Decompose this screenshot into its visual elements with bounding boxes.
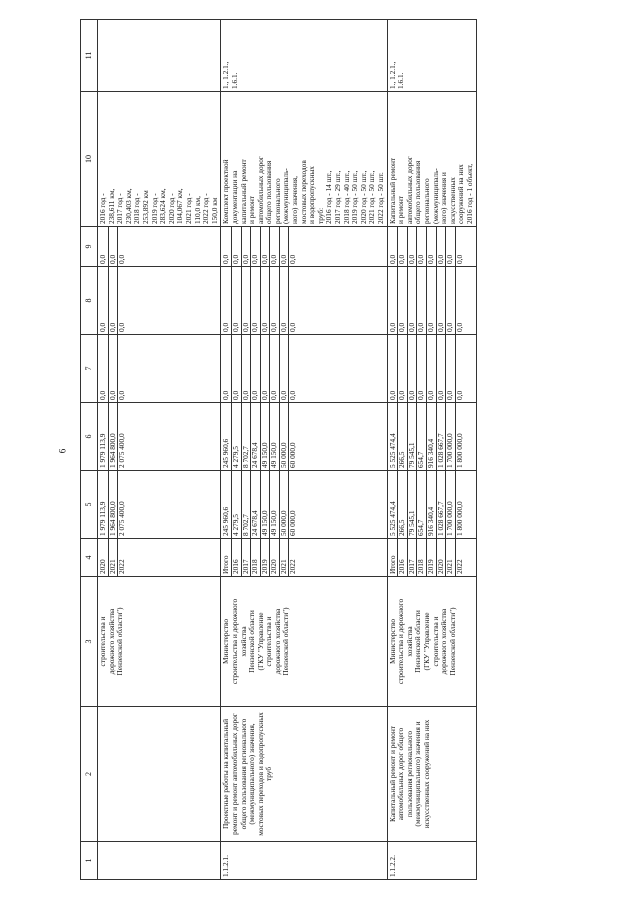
extra-budget-cell — [221, 227, 387, 267]
page-number: 6 — [57, 448, 68, 454]
local-budget-cell-value: 0,0 — [280, 267, 290, 334]
local-budget-cell-value: 0,0 — [446, 267, 456, 334]
total-funding-cell-value: 24 678,4 — [251, 471, 261, 538]
row-number-cell: 1.1.2.1. — [221, 842, 387, 880]
regional-budget-cell-value: 1 964 800,0 — [109, 403, 119, 470]
year-cell — [98, 539, 221, 577]
local-budget-cell-value: 0,0 — [288, 322, 298, 332]
federal-budget-cell-value: 0,0 — [222, 335, 232, 402]
local-budget-cell-value: 0,0 — [109, 267, 119, 334]
measure-name-cell: Проектные работы на капитальный ремонт и ремонт автомобильных дорог общего пользования регионального (межмуниципального) значения, мостовых переходов и водопропускных труб — [221, 707, 387, 842]
col-header: 3 — [81, 577, 98, 707]
extra-budget-cell-value: 0,0 — [427, 227, 437, 266]
total-funding-cell-value: 654,7 — [417, 471, 427, 538]
federal-budget-cell-value: 0,0 — [454, 390, 464, 400]
local-budget-cell-value: 0,0 — [437, 267, 447, 334]
regional-budget-cell-value: 1 028 667,7 — [437, 403, 447, 470]
total-funding-cell-value: 5 525 474,4 — [389, 471, 399, 538]
year-cell-value: 2020 — [270, 539, 280, 576]
regional-budget-cell-value: 24 678,4 — [251, 403, 261, 470]
measure-name-cell — [98, 707, 221, 842]
total-funding-cell — [221, 471, 387, 539]
local-budget-cell-value: 0,0 — [398, 267, 408, 334]
row-number-cell — [98, 842, 221, 880]
col-header: 11 — [81, 20, 98, 92]
regional-budget-cell — [221, 403, 387, 471]
regional-budget-cell-value: 916 340,4 — [427, 403, 437, 470]
federal-budget-cell-value: 0,0 — [99, 335, 109, 402]
year-cell-value: 2021 — [109, 539, 119, 576]
total-funding-cell-value: 1 800 000,0 — [454, 501, 464, 536]
year-cell-value: 2017 — [408, 539, 418, 576]
target-link-cell: 1., 1.2.1., 1.6.1. — [387, 20, 476, 92]
year-cell-value: 2017 — [242, 539, 252, 576]
federal-budget-cell-value: 0,0 — [261, 335, 271, 402]
year-cell-value: 2019 — [427, 539, 437, 576]
column-number-row — [81, 20, 98, 880]
extra-budget-cell-value: 0,0 — [251, 227, 261, 266]
local-budget-cell — [221, 267, 387, 335]
year-cell-value: 2018 — [251, 539, 261, 576]
local-budget-cell-value: 0,0 — [261, 267, 271, 334]
target-link-cell: 1., 1.2.1., 1.6.1. — [221, 20, 387, 92]
extra-budget-cell — [98, 227, 221, 267]
executor-cell: строительства и дорожного хозяйства Пензенской области") — [98, 577, 221, 707]
local-budget-cell-value: 0,0 — [408, 267, 418, 334]
target-link-cell — [98, 20, 221, 92]
extra-budget-cell-value: 0,0 — [389, 227, 399, 266]
local-budget-cell — [98, 267, 221, 335]
federal-budget-cell-value: 0,0 — [242, 335, 252, 402]
col-header: 8 — [81, 267, 98, 335]
extra-budget-cell-value: 0,0 — [288, 254, 298, 264]
rotated-table-container — [80, 20, 600, 880]
year-cell-value: 2020 — [99, 539, 109, 576]
local-budget-cell-value: 0,0 — [417, 267, 427, 334]
extra-budget-cell-value: 0,0 — [117, 254, 127, 264]
regional-budget-cell-value: 49 150,0 — [261, 403, 271, 470]
federal-budget-cell-value: 0,0 — [117, 390, 127, 400]
regional-budget-cell-value: 1 979 113,9 — [99, 403, 109, 470]
total-funding-cell-value: 8 702,7 — [242, 471, 252, 538]
year-cell-value: 2022 — [288, 559, 298, 574]
total-funding-cell — [98, 471, 221, 539]
total-funding-cell-value: 49 150,0 — [261, 471, 271, 538]
total-funding-cell-value: 1 964 800,0 — [109, 471, 119, 538]
local-budget-cell-value: 0,0 — [117, 322, 127, 332]
federal-budget-cell-value: 0,0 — [408, 335, 418, 402]
regional-budget-cell-value: 8 702,7 — [242, 403, 252, 470]
extra-budget-cell-value: 0,0 — [280, 227, 290, 266]
extra-budget-cell-value: 0,0 — [454, 254, 464, 264]
regional-budget-cell-value: 266,5 — [398, 403, 408, 470]
extra-budget-cell-value: 0,0 — [446, 227, 456, 266]
federal-budget-cell-value: 0,0 — [446, 335, 456, 402]
regional-budget-cell-value: 1 700 000,0 — [446, 403, 456, 470]
local-budget-cell-value: 0,0 — [99, 267, 109, 334]
extra-budget-cell-value: 0,0 — [270, 227, 280, 266]
year-cell-value: 2022 — [454, 559, 464, 574]
total-funding-cell-value: 266,5 — [398, 471, 408, 538]
federal-budget-cell-value: 0,0 — [232, 335, 242, 402]
total-funding-cell-value: 1 028 667,7 — [437, 471, 447, 538]
year-cell — [387, 539, 476, 577]
year-cell-value: 2021 — [446, 539, 456, 576]
total-funding-cell — [387, 471, 476, 539]
regional-budget-cell-value: 4 279,5 — [232, 403, 242, 470]
federal-budget-cell-value: 0,0 — [437, 335, 447, 402]
extra-budget-cell-value: 0,0 — [408, 227, 418, 266]
col-header: 10 — [81, 92, 98, 227]
federal-budget-cell — [221, 335, 387, 403]
col-header: 4 — [81, 539, 98, 577]
federal-budget-cell-value: 0,0 — [280, 335, 290, 402]
local-budget-cell — [387, 267, 476, 335]
regional-budget-cell — [387, 403, 476, 471]
total-funding-cell-value: 1 979 113,9 — [99, 471, 109, 538]
indicator-cell: Капитальный ремонт и ремонт автомобильных дорог общего пользования регионального (межмуниципаль- ного) значения и искусственных сооружений на них 2016 год - 1 объект, — [387, 92, 476, 227]
local-budget-cell-value: 0,0 — [242, 267, 252, 334]
table-row — [387, 20, 476, 880]
regional-budget-cell-value: 60 000,0 — [288, 442, 298, 468]
year-cell — [221, 539, 387, 577]
program-table — [80, 19, 477, 880]
local-budget-cell-value: 0,0 — [427, 267, 437, 334]
indicator-cell: 2016 год - 238,611 км, 2017 год - 230,403 км, 2018 год - 253,892 км 2019 год - 283,624 км, 2020 год - 104,067 км, 2021 год - 110,0 км, 2022 год - 150,0 км — [98, 92, 221, 227]
total-funding-cell-value: 4 279,5 — [232, 471, 242, 538]
total-funding-cell-value: 50 000,0 — [280, 471, 290, 538]
year-cell-value: Итого — [222, 539, 232, 576]
extra-budget-cell — [387, 227, 476, 267]
year-cell-value: 2021 — [280, 539, 290, 576]
total-funding-cell-value: 79 545,1 — [408, 471, 418, 538]
col-header: 2 — [81, 707, 98, 842]
extra-budget-cell-value: 0,0 — [417, 227, 427, 266]
total-funding-cell-value: 1 700 000,0 — [446, 471, 456, 538]
local-budget-cell-value: 0,0 — [454, 322, 464, 332]
federal-budget-cell — [387, 335, 476, 403]
federal-budget-cell — [98, 335, 221, 403]
col-header: 1 — [81, 842, 98, 880]
regional-budget-cell-value: 5 525 474,4 — [389, 403, 399, 470]
extra-budget-cell-value: 0,0 — [261, 227, 271, 266]
regional-budget-cell-value: 2 075 400,0 — [117, 433, 127, 468]
continuation-row — [98, 20, 221, 880]
year-cell-value: 2018 — [417, 539, 427, 576]
total-funding-cell-value: 60 000,0 — [288, 510, 298, 536]
extra-budget-cell-value: 0,0 — [242, 227, 252, 266]
local-budget-cell-value: 0,0 — [232, 267, 242, 334]
federal-budget-cell-value: 0,0 — [417, 335, 427, 402]
col-header: 9 — [81, 227, 98, 267]
regional-budget-cell-value: 79 545,1 — [408, 403, 418, 470]
local-budget-cell-value: 0,0 — [270, 267, 280, 334]
extra-budget-cell-value: 0,0 — [99, 227, 109, 266]
year-cell-value: 2019 — [261, 539, 271, 576]
regional-budget-cell-value: 50 000,0 — [280, 403, 290, 470]
extra-budget-cell-value: 0,0 — [437, 227, 447, 266]
col-header: 6 — [81, 403, 98, 471]
year-cell-value: 2020 — [437, 539, 447, 576]
extra-budget-cell-value: 0,0 — [222, 227, 232, 266]
extra-budget-cell-value: 0,0 — [232, 227, 242, 266]
regional-budget-cell-value: 654,7 — [417, 403, 427, 470]
regional-budget-cell — [98, 403, 221, 471]
federal-budget-cell-value: 0,0 — [288, 390, 298, 400]
extra-budget-cell-value: 0,0 — [109, 227, 119, 266]
executor-cell: Министерство строительства и дорожного хозяйства Пензенской области (ГКУ "Управление строительства и дорожного хозяйства Пензенской области") — [221, 577, 387, 707]
year-cell-value: Итого — [389, 539, 399, 576]
table-row — [221, 20, 387, 880]
year-cell-value: 2022 — [117, 559, 127, 574]
regional-budget-cell-value: 245 960,6 — [222, 403, 232, 470]
local-budget-cell-value: 0,0 — [251, 267, 261, 334]
year-cell-value: 2016 — [232, 539, 242, 576]
total-funding-cell-value: 916 340,4 — [427, 471, 437, 538]
federal-budget-cell-value: 0,0 — [109, 335, 119, 402]
local-budget-cell-value: 0,0 — [222, 267, 232, 334]
federal-budget-cell-value: 0,0 — [270, 335, 280, 402]
row-number-cell: 1.1.2.2. — [387, 842, 476, 880]
year-cell-value: 2016 — [398, 539, 408, 576]
total-funding-cell-value: 245 960,6 — [222, 471, 232, 538]
regional-budget-cell-value: 49 150,0 — [270, 403, 280, 470]
extra-budget-cell-value: 0,0 — [398, 227, 408, 266]
indicator-cell: Комплект проектной документации на капитальный ремонт и ремонт автомобильных дорог общего пользования регионального (межмуниципаль- ного) значения, мостовых переходов и водопропускных труб: 2016 год - 14 шт., 2017 год - 29 шт., 2018 год - 40 шт., 2019 год - 50 шт., 2020 год - 50 шт., 2021 год - 50 шт., 2022 год - 50 шт. — [221, 92, 387, 227]
total-funding-cell-value: 49 150,0 — [270, 471, 280, 538]
federal-budget-cell-value: 0,0 — [427, 335, 437, 402]
col-header: 5 — [81, 471, 98, 539]
federal-budget-cell-value: 0,0 — [398, 335, 408, 402]
executor-cell: Министерство строительства и дорожного хозяйства Пензенской области (ГКУ "Управление строительства и дорожного хозяйства Пензенской области") — [387, 577, 476, 707]
local-budget-cell-value: 0,0 — [389, 267, 399, 334]
measure-name-cell: Капитальный ремонт и ремонт автомобильных дорог общего пользования регионального (межмуниципального) значения и искусственных сооружений на них — [387, 707, 476, 842]
federal-budget-cell-value: 0,0 — [251, 335, 261, 402]
total-funding-cell-value: 2 075 400,0 — [117, 501, 127, 536]
federal-budget-cell-value: 0,0 — [389, 335, 399, 402]
regional-budget-cell-value: 1 800 000,0 — [454, 433, 464, 468]
col-header: 7 — [81, 335, 98, 403]
